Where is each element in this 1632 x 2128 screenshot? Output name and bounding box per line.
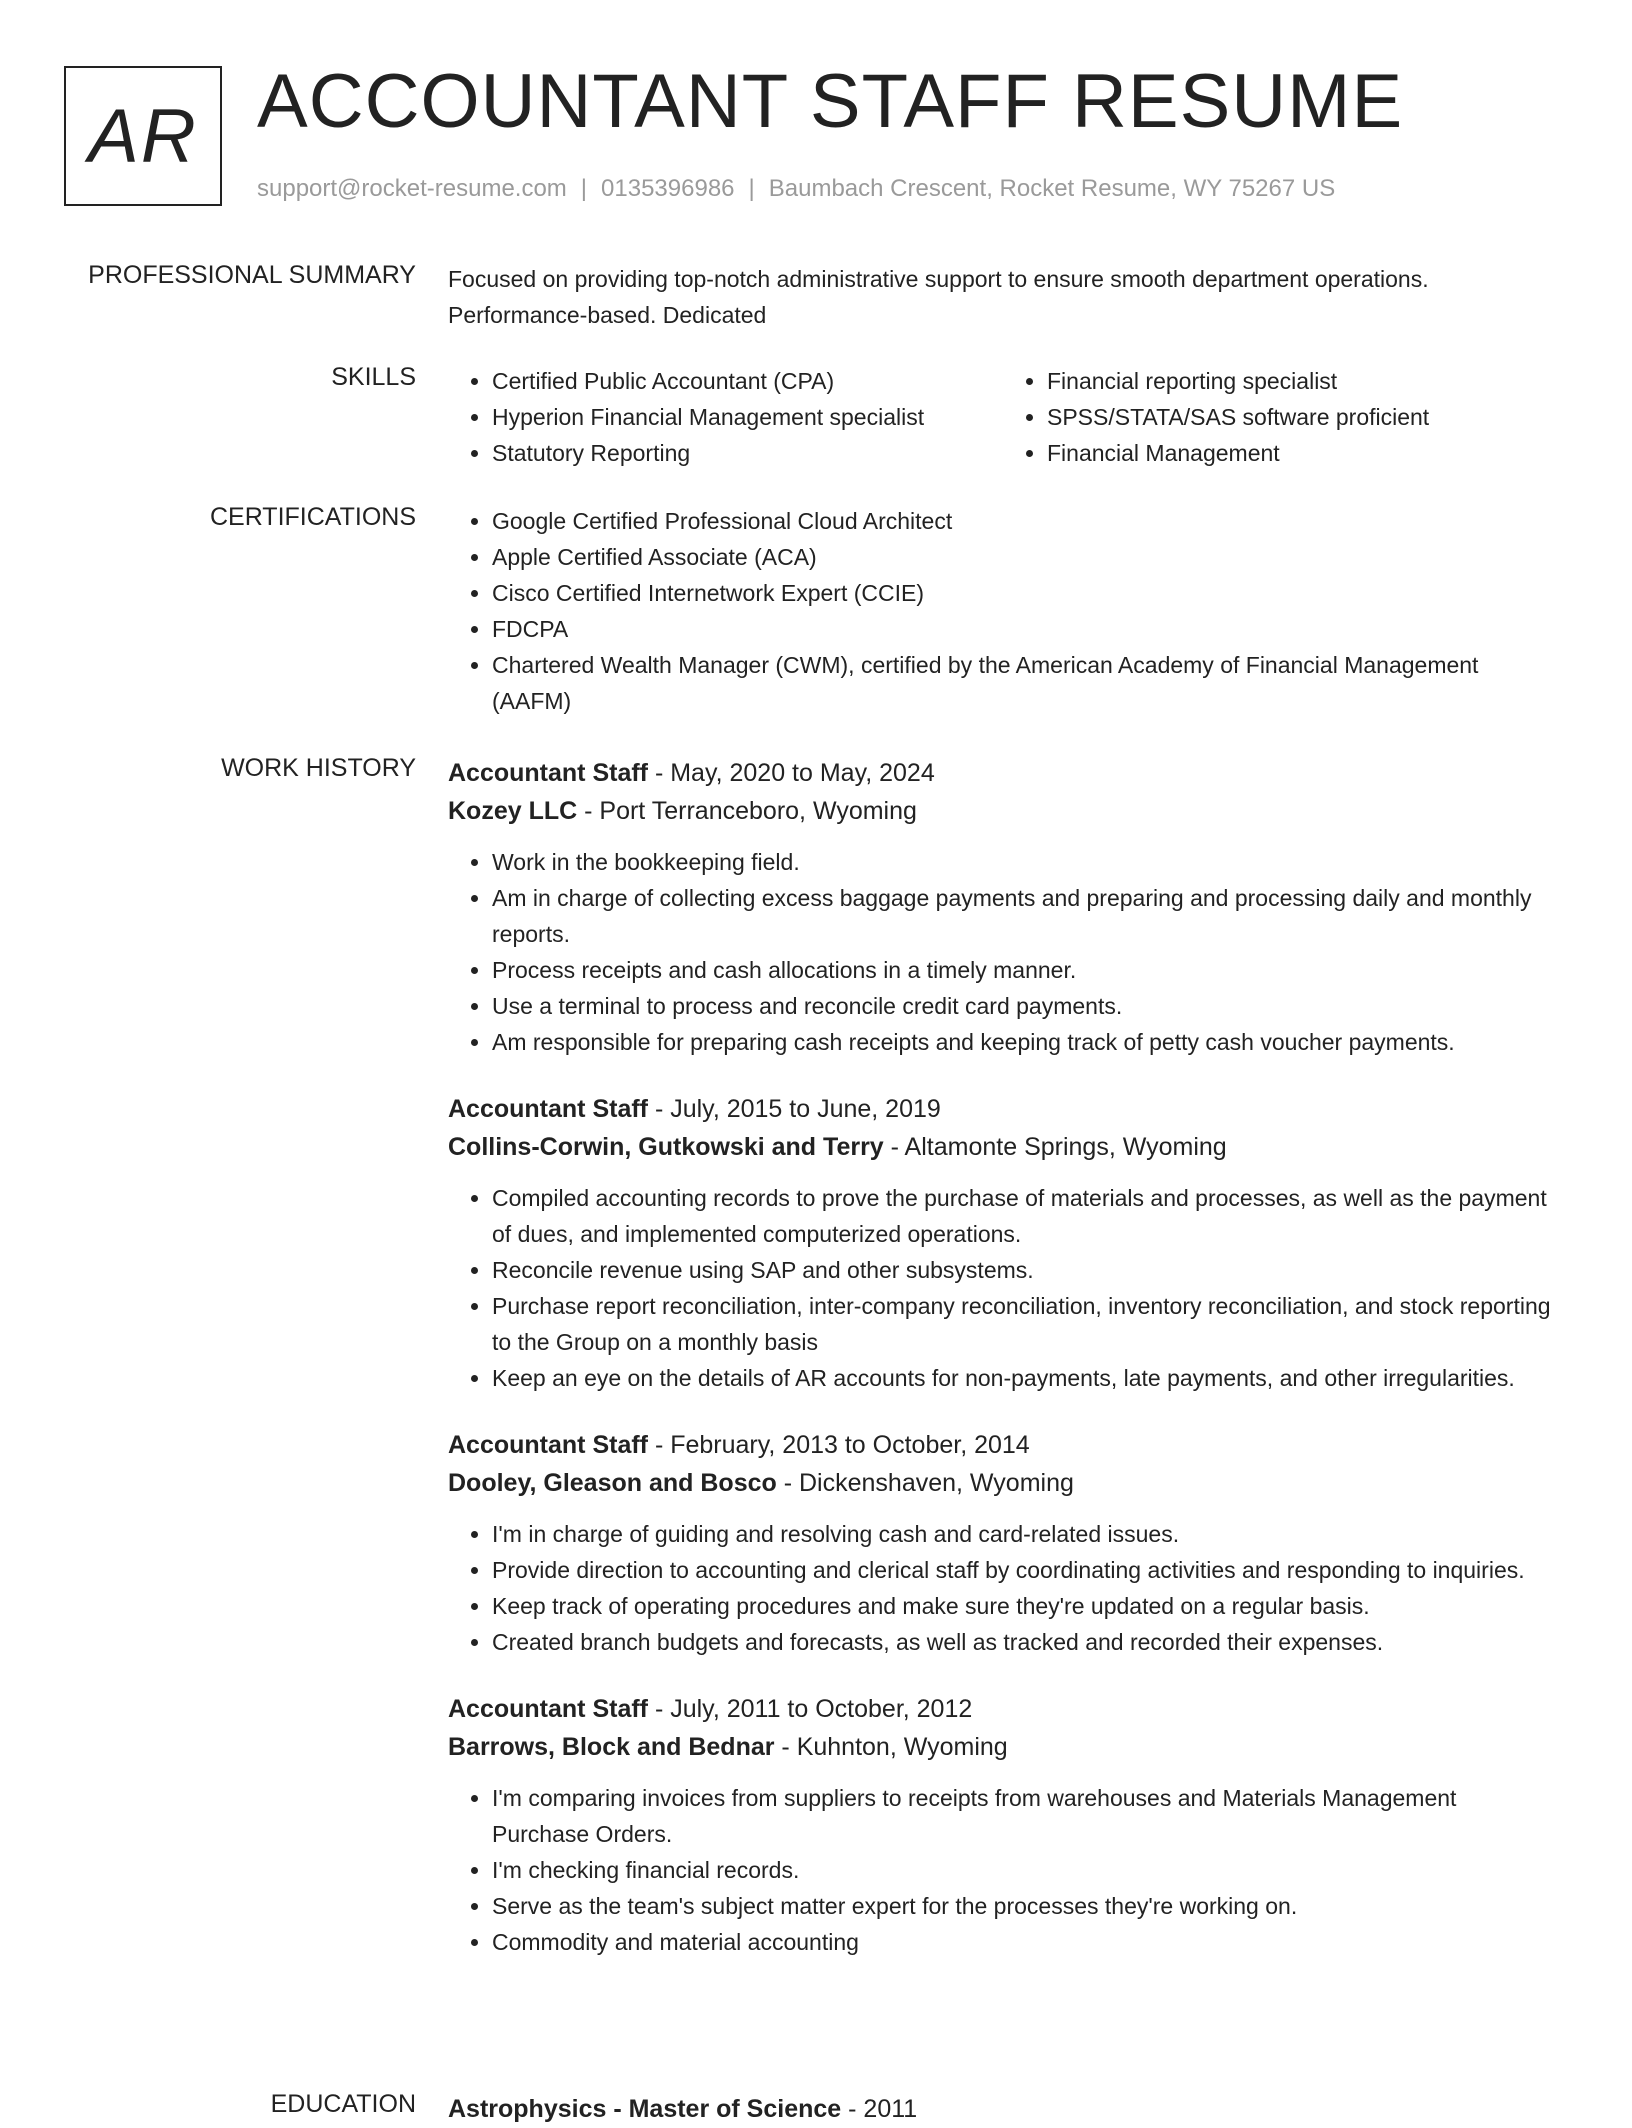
job-duty: • Provide direction to accounting and clerical staff by coordinating activities and responding to inquiries. xyxy=(492,1552,1558,1588)
job-duties xyxy=(448,1180,1558,1396)
education-year: - 2011 xyxy=(841,2095,918,2123)
contact-email: support@rocket-resume.com xyxy=(257,175,567,202)
job-duties xyxy=(448,844,1558,1060)
job-dates: - May, 2020 to May, 2024 xyxy=(648,759,935,787)
job-duty: • Commodity and material accounting xyxy=(492,1924,1558,1960)
job-entry xyxy=(448,754,1558,1060)
job-title-line xyxy=(448,1090,1558,1128)
contact-line xyxy=(257,175,1335,203)
section-label: PROFESSIONAL SUMMARY xyxy=(88,261,416,289)
job-dates: - July, 2015 to June, 2019 xyxy=(648,1095,941,1123)
section-label: CERTIFICATIONS xyxy=(209,503,416,531)
certification-item: • Google Certified Professional Cloud Architect xyxy=(492,503,1558,539)
skill-item: • Statutory Reporting xyxy=(492,435,1003,471)
skill-item: • Certified Public Accountant (CPA) xyxy=(492,363,1003,399)
job-entry xyxy=(448,1090,1558,1396)
contact-separator: | xyxy=(580,175,588,202)
job-company: Barrows, Block and Bednar xyxy=(448,1733,775,1761)
certification-item: • Cisco Certified Internetwork Expert (CCIE) xyxy=(492,575,1558,611)
skill-item: • SPSS/STATA/SAS software proficient xyxy=(1047,399,1558,435)
summary-text xyxy=(448,261,1558,333)
job-duty: • Keep an eye on the details of AR accounts for non-payments, late payments, and other irregularities. xyxy=(492,1360,1558,1396)
job-duty: • Compiled accounting records to prove the purchase of materials and processes, as well as the payment of dues, and implemented computerized operations. xyxy=(492,1180,1558,1252)
job-title: Accountant Staff xyxy=(448,1095,648,1123)
job-company-line xyxy=(448,1464,1558,1502)
section-label: WORK HISTORY xyxy=(221,754,416,782)
job-entry xyxy=(448,1690,1558,1960)
education-entry xyxy=(448,2090,1558,2128)
education-degree: Astrophysics - Master of Science xyxy=(448,2095,842,2123)
skill-item: • Hyperion Financial Management specialist xyxy=(492,399,1003,435)
job-duty: • I'm checking financial records. xyxy=(492,1852,1558,1888)
job-entry xyxy=(448,1426,1558,1660)
job-company: Dooley, Gleason and Bosco xyxy=(448,1469,777,1497)
job-company: Kozey LLC xyxy=(448,797,578,825)
certification-item: • Apple Certified Associate (ACA) xyxy=(492,539,1558,575)
job-duty: • Created branch budgets and forecasts, as well as tracked and recorded their expenses. xyxy=(492,1624,1558,1660)
contact-address: Baumbach Crescent, Rocket Resume, WY 75267 US xyxy=(768,175,1336,202)
job-location: - Kuhnton, Wyoming xyxy=(774,1733,1008,1761)
skill-item: • Financial Management xyxy=(1047,435,1558,471)
skills-list-left xyxy=(448,363,1003,471)
job-duty: • Am responsible for preparing cash receipts and keeping track of petty cash voucher payments. xyxy=(492,1024,1558,1060)
section-label: SKILLS xyxy=(331,363,416,391)
job-title-line xyxy=(448,754,1558,792)
resume-title: ACCOUNTANT STAFF RESUME xyxy=(257,59,1404,144)
certifications-body xyxy=(448,503,1558,719)
job-title-line xyxy=(448,1426,1558,1464)
job-duty: • I'm comparing invoices from suppliers to receipts from warehouses and Materials Management Purchase Orders. xyxy=(492,1780,1558,1852)
job-location: - Altamonte Springs, Wyoming xyxy=(883,1133,1227,1161)
job-duty: • Reconcile revenue using SAP and other subsystems. xyxy=(492,1252,1558,1288)
contact-separator: | xyxy=(748,175,755,202)
work-history-body xyxy=(448,754,1558,1990)
certification-item: • FDCPA xyxy=(492,611,1558,647)
job-duty: • Work in the bookkeeping field. xyxy=(492,844,1558,880)
job-company: Collins-Corwin, Gutkowski and Terry xyxy=(448,1133,884,1161)
job-company-line xyxy=(448,1128,1558,1166)
job-duties xyxy=(448,1780,1558,1960)
monogram-badge: AR xyxy=(64,66,222,206)
job-duty: • Purchase report reconciliation, inter-company reconciliation, inventory reconciliation, and stock reporting to the Group on a monthly basis xyxy=(492,1288,1558,1360)
job-dates: - July, 2011 to October, 2012 xyxy=(648,1695,973,1723)
skill-item: • Financial reporting specialist xyxy=(1047,363,1558,399)
skills-grid xyxy=(448,363,1558,471)
job-location: - Dickenshaven, Wyoming xyxy=(776,1469,1074,1497)
job-title: Accountant Staff xyxy=(448,1695,648,1723)
job-title-line xyxy=(448,1690,1558,1728)
job-title: Accountant Staff xyxy=(448,759,648,787)
job-location: - Port Terranceboro, Wyoming xyxy=(577,797,917,825)
job-duty: • Use a terminal to process and reconcile credit card payments. xyxy=(492,988,1558,1024)
job-duty: • Serve as the team's subject matter expert for the processes they're working on. xyxy=(492,1888,1558,1924)
job-title: Accountant Staff xyxy=(448,1431,648,1459)
job-duty: • Keep track of operating procedures and make sure they're updated on a regular basis. xyxy=(492,1588,1558,1624)
job-duties xyxy=(448,1516,1558,1660)
job-duty: • Am in charge of collecting excess baggage payments and preparing and processing daily and monthly reports. xyxy=(492,880,1558,952)
job-duty: • Process receipts and cash allocations in a timely manner. xyxy=(492,952,1558,988)
job-company-line xyxy=(448,792,1558,830)
section-label: EDUCATION xyxy=(270,2090,416,2118)
skills-list-right xyxy=(1003,363,1558,471)
job-company-line xyxy=(448,1728,1558,1766)
certification-item: • Chartered Wealth Manager (CWM), certified by the American Academy of Financial Management (AAFM) xyxy=(492,647,1558,719)
job-dates: - February, 2013 to October, 2014 xyxy=(648,1431,1030,1459)
summary-line: Performance-based. Dedicated xyxy=(448,302,767,328)
job-duty: • I'm in charge of guiding and resolving cash and card-related issues. xyxy=(492,1516,1558,1552)
contact-phone: 0135396986 xyxy=(601,175,735,202)
summary-line: Focused on providing top-notch administrative support to ensure smooth department operations. xyxy=(448,266,1429,292)
certifications-list xyxy=(448,503,1558,719)
